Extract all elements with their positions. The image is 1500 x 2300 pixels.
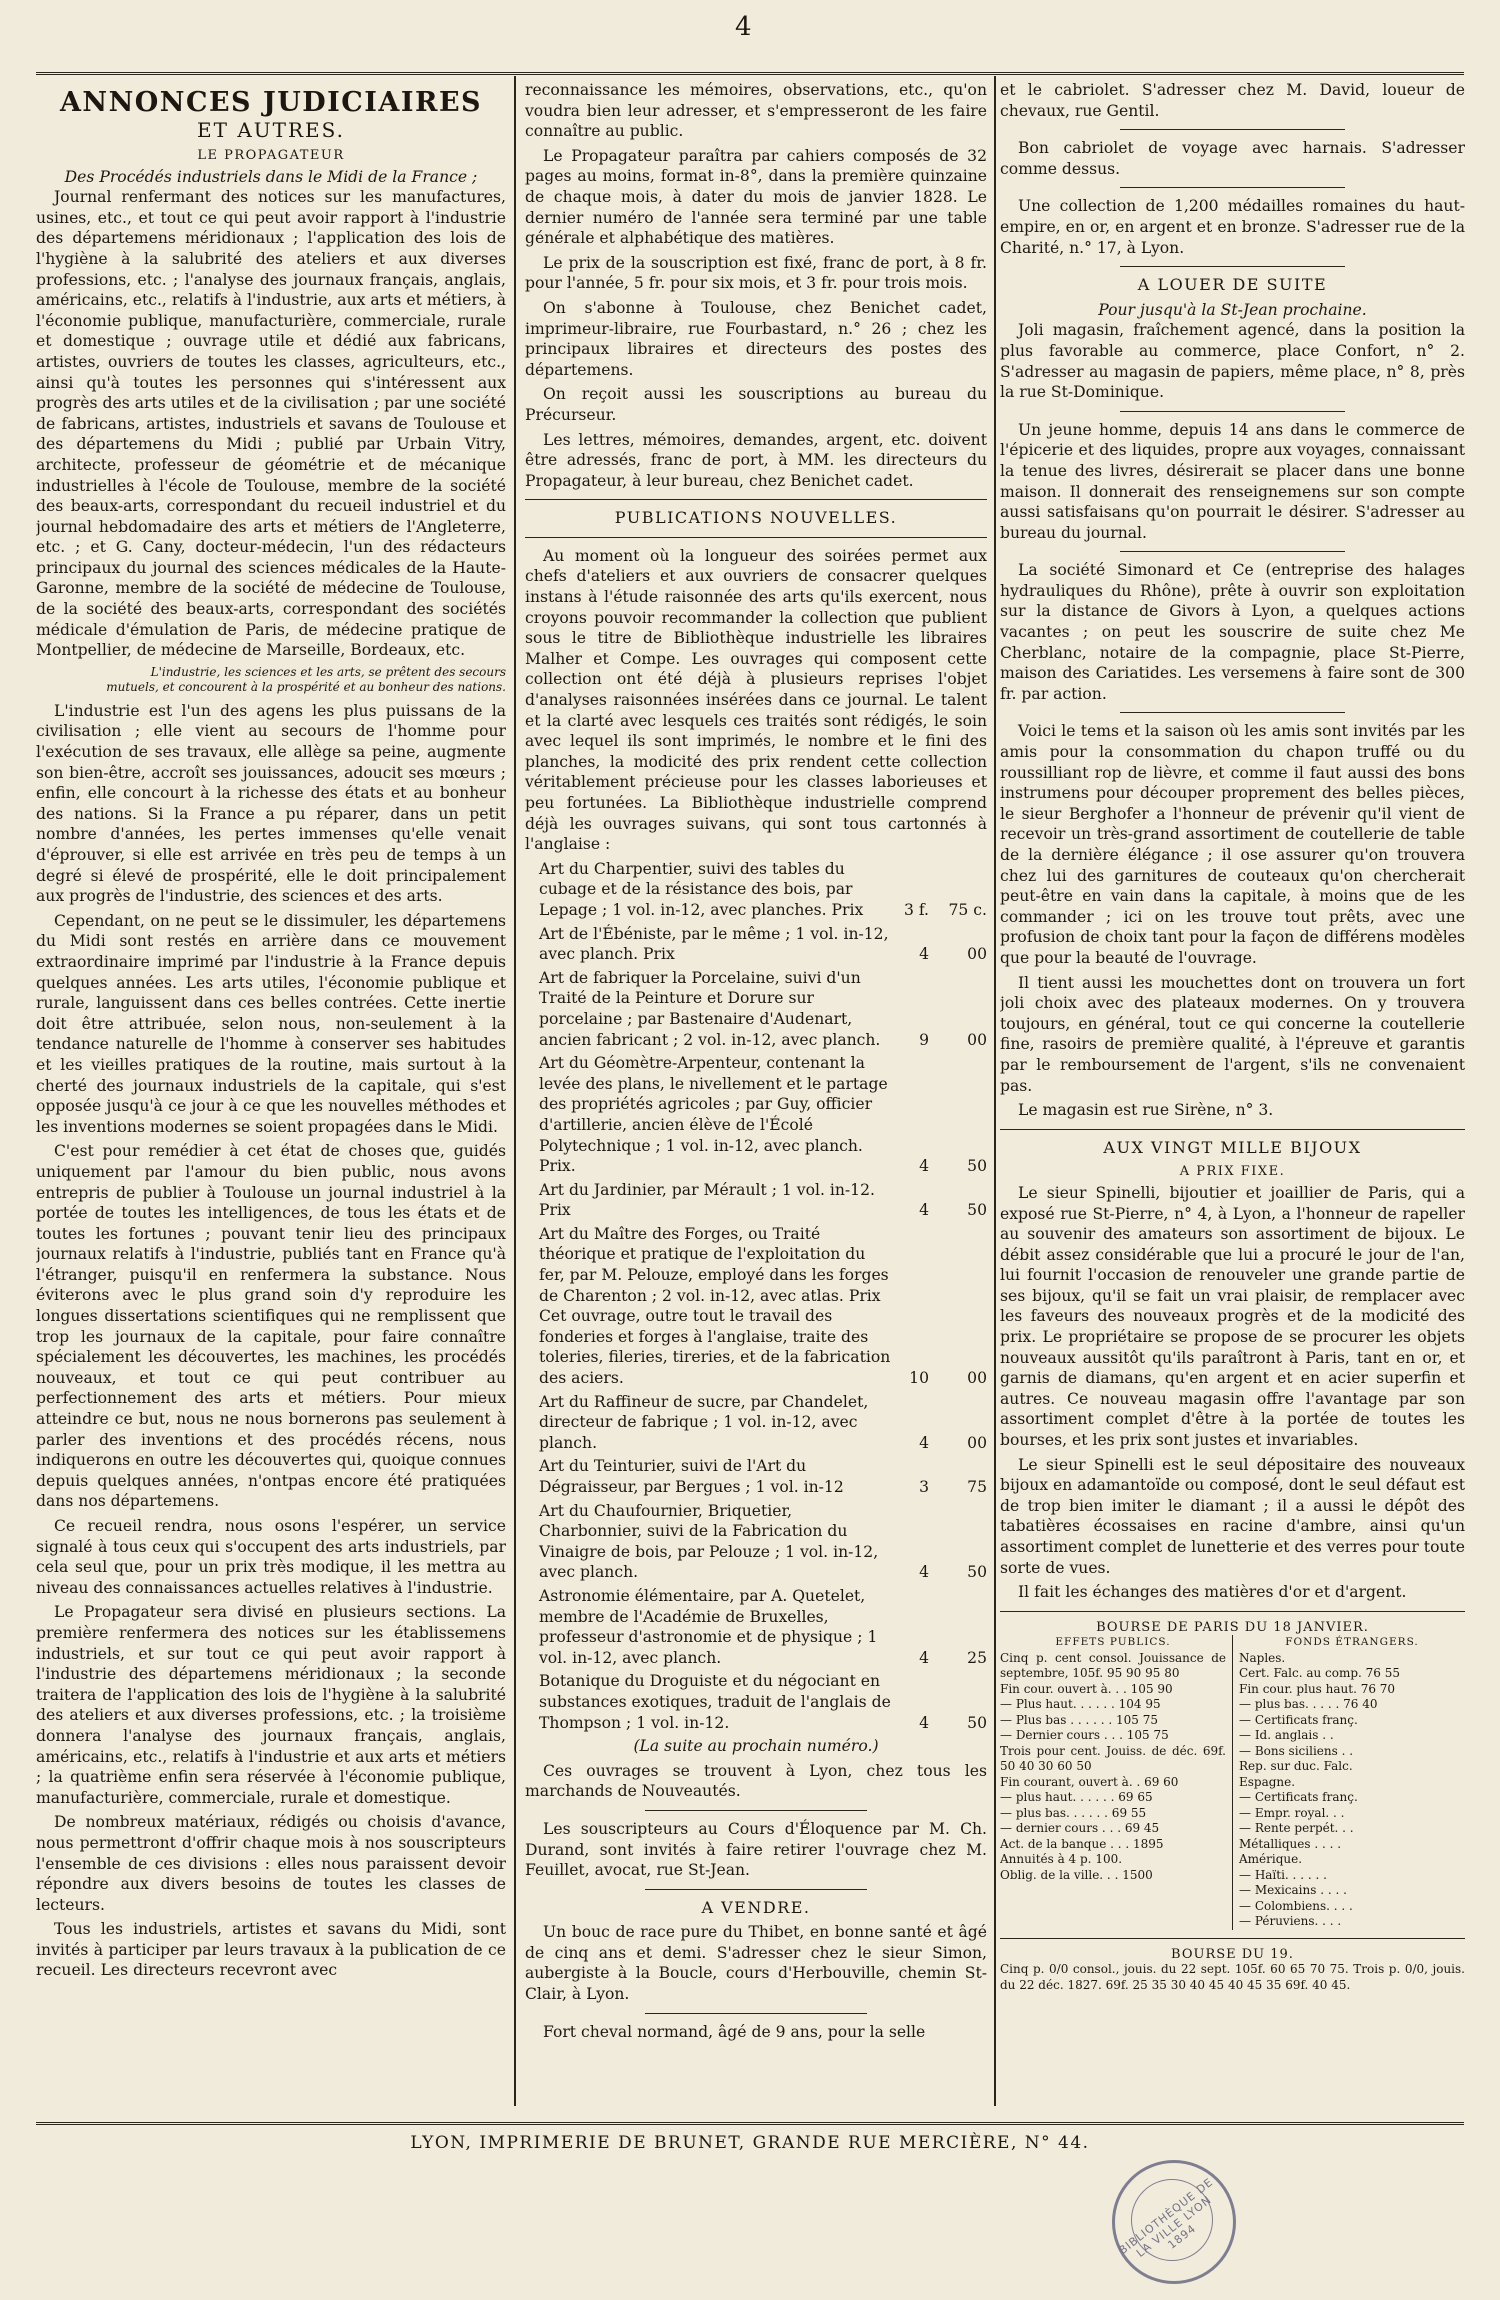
book-entry [525,924,987,965]
book-title: Art du Charpentier, suivi des tables du cubage et de la résistance des bois, par Lepage ; 1 vol. in-12, avec planches. Prix [539,859,864,919]
paragraph: Voici le tems et la saison où les amis sont invités par les amis pour la consommation du chapon truffé ou du roussilliant rop de lièvre, et comme il faut aussi des bons instrumens pour découper proprement des belles pièces, le sieur Berghofer a l'honneur de prévenir qu'il vient de recevoir un très-grand assortiment de coutellerie de table de la dernière élégance ; il ose assurer qu'on trouvera chez lui des garnitures de couteaux qu'on chercherait peut-être en vain dans la capitale, à moins que de les commander ; ici on les trouve tout prêts, avec une profusion de choix tant pour la façon de différens modèles que pour la beauté de l'ouvrage. [1000,722,1465,967]
bourse-line: Cinq p. cent consol. Jouissance de septembre, 105f. 95 90 95 80 [1000,1650,1226,1681]
top-rule [36,72,1464,75]
bourse-line: Trois pour cent. Jouiss. de déc. 69f. 50 40 30 60 50 [1000,1743,1226,1774]
divider [525,537,987,538]
bourse-line: Espagne. [1239,1774,1296,1789]
book-price-francs: 4 [919,1157,929,1176]
book-title: Art du Jardinier, par Mérault ; 1 vol. in-12. Prix [539,1180,875,1220]
column-divider [994,76,996,2106]
imprint: LYON, IMPRIMERIE DE BRUNET, GRANDE RUE MERCIÈRE, N° 44. [410,2133,1090,2153]
divider [1120,187,1345,188]
bourse-line: — plus bas. . . . . . 69 55 [1000,1805,1147,1820]
propagateur-intro: Journal renfermant des notices sur les manufactures, usines, etc., et tout ce qui peut avoir rapport à l'industrie des départemens méridionaux ; l'application des lois de l'hygiène à la salubrité des ateliers et aux diverses professions, etc. ; l'analyse des journaux français, anglais, américains, etc., relatifs à l'industrie, aux arts et métiers, à l'économie publique, manufacturière, commerciale, rurale et domestique ; ouvrage utile et dédié aux fabricans, artistes, ouvriers de toutes les classes, agriculteurs, etc., ainsi qu'à toutes les personnes qui s'intéressent aux progrès des arts utiles et de la civilisation ; par une société de fabricans, artistes, industriels et savans de Toulouse et des départemens du Midi ; publié par Urbain Vitry, architecte, professeur de géométrie et de mécanique industrielles à l'école de Toulouse, membre de la société des beaux-arts, correspondant du recueil industriel et du journal hebdomadaire des arts et métiers de l'Angleterre, etc. ; et G. Cany, docteur-médecin, l'un des rédacteurs principaux du journal des sciences médicales de la Haute-Garonne, membre de la société de médecine de Toulouse, de la société des beaux-arts, correspondant des sociétés médicale d'émulation de Paris, de médecine pratique de Montpellier, de médecine de Marseille, Bordeaux, etc. [36,188,506,660]
paragraph: C'est pour remédier à cet état de choses que, guidés uniquement par l'amour du bien public, nous avons entrepris de publier à Toulouse un journal industriel à la portée de toutes les intelligences, de tous les états et de toutes les fortunes ; pouvant tenir lieu des principaux journaux relatifs à l'industrie, publiés tant en France qu'à l'étranger, puisqu'il en renfermera la substance. Nous éviterons avec le plus grand soin d'y reproduire les longues dissertations scientifiques qui ne remplissent que trop les journaux de la capitale, pour faire connaître spécialement les découvertes, les machines, les procédés nouveaux, et tout ce qui peut contribuer au perfectionnement des arts et métiers. Pour mieux atteindre ce but, nous ne nous bornerons pas seulement à parler des inventions et des procédés récens, nous indiquerons en outre les découvertes qui, quoique connues depuis quelques années, n'ontpas encore été pratiquées dans nos départemens. [36,1142,506,1511]
paragraph: De nombreux matériaux, rédigés ou choisis d'avance, nous permettront d'offrir chaque mois à nos souscripteurs l'ensemble de ces divisions : elles nous paraissent devoir répondre aux divers besoins de toutes les classes de lecteurs. [36,1813,506,1914]
book-price-centimes: 50 [967,1201,987,1220]
bourse-line: — Id. anglais . . [1239,1728,1334,1743]
effets-list [1000,1651,1226,1884]
book-entry [525,1053,987,1177]
paragraph: Tous les industriels, artistes et savans du Midi, sont invités à participer par leurs travaux à la publication de ce recueil. Les directeurs recevront avec [36,1920,506,1980]
paragraph: Il tient aussi les mouchettes dont on trouvera un fort joli choix avec des plateaux modernes. On y trouvera toujours, en général, tout ce qui concerne la coutellerie fine, rasoirs de première qualité, à l'épreuve et garantis par le remboursement de l'argent, s'ils ne convenaient pas. [1000,973,1465,1095]
bourse-line: — Certificats franç. [1239,1712,1358,1727]
divider [1120,129,1345,130]
paragraph: Le prix de la souscription est fixé, franc de port, à 8 fr. pour l'année, 5 fr. pour six mois, et 3 fr. pour trois mois. [525,253,987,293]
book-price-centimes: 75 [967,1478,987,1496]
bourse-line: — Mexicains . . . . [1239,1883,1347,1898]
bourse-table [1000,1620,1465,1994]
book-price-centimes: 50 [967,1157,987,1176]
book-price-centimes: 00 [967,1030,987,1049]
paragraph: Le sieur Spinelli est le seul dépositaire des nouveaux bijoux en adamantoïde ou composé, dont le seul défaut est de trop bien imiter le diamant ; il a aussi le dépôt des tabatières écossaises en racine d'ambre, ainsi qu'un assortiment complet de lunetterie et des verres pour toute sorte de vues. [1000,1455,1465,1577]
bourse-line: Rep. sur duc. Falc. [1239,1759,1353,1774]
book-title: Art du Teinturier, suivi de l'Art du Dégraisseur, par Bergues ; 1 vol. in-12 [539,1457,844,1496]
propagateur-label: LE PROPAGATEUR [197,148,345,163]
bijoux-title: AUX VINGT MILLE BIJOUX [1103,1137,1362,1157]
book-price-centimes: 50 [967,1713,987,1732]
bourse-line: Fin cour. plus haut. 76 70 [1239,1681,1396,1696]
suite-note: (La suite au prochain numéro.) [633,1737,879,1756]
paragraph: Joli magasin, fraîchement agencé, dans la position la plus favorable au commerce, place Confort, n° 2. S'adresser au magasin de papiers, même place, n° 8, près la rue St-Dominique. [1000,321,1465,402]
divider [525,499,987,500]
divider [1000,1129,1465,1130]
paragraph: Fort cheval normand, âgé de 9 ans, pour la selle [543,2022,926,2041]
book-title: Art du Chaufournier, Briquetier, Charbonnier, suivi de la Fabrication du Vinaigre de bois, par Pelouze ; 1 vol. in-12, avec planch. [539,1501,879,1582]
paragraph: Le sieur Spinelli, bijoutier et joaillier de Paris, qui a exposé rue St-Pierre, n° 4, à Lyon, a l'honneur de rapeller au souvenir des amateurs son assortiment de bijoux. Le débit assez considérable que lui a procuré le jour de l'an, lui fournit l'occasion de renouveler une grande partie de ses bijoux, qu'il se fait un vrai plaisir, de remplacer avec les faveurs des nouveaux progrès et de la modicité des prix. Le propriétaire se propose de se procurer les objets nouveaux aussitôt qu'ils paraîtront à Paris, tant en or, et garnis de diamans, qu'en argent et en acier superfin et autres. Ce nouveau magasin offre l'avantage par son assortiment complet d'être à la portée de toutes les bourses, et les prix sont justes et invariables. [1000,1183,1465,1450]
fonds-list [1239,1651,1465,1930]
paragraph: Il fait les échanges des matières d'or et d'argent. [1018,1583,1407,1602]
divider [1120,712,1345,713]
paragraph: Le Propagateur sera divisé en plusieurs sections. La première renfermera des notices sur les établissemens industriels, et sur tout ce qui peut avoir rapport à l'industrie des départemens méridionaux ; la seconde traitera de l'application des lois de l'hygiène à la salubrité des ateliers et aux diverses professions, etc. ; la troisième donnera l'analyse des journaux français, anglais, américains, etc., relatifs à l'industrie et aux arts et métiers ; la quatrième enfin sera réservée à l'économie publique, manufacturière, commerciale, rurale et domestique. [36,1603,506,1807]
book-title: Art de l'Ébéniste, par le même ; 1 vol. in-12, avec planch. Prix [539,924,889,964]
fonds-header: FONDS ÉTRANGERS. [1285,1636,1419,1649]
divider [645,1889,867,1890]
book-price-francs: 3 [919,1478,929,1496]
bourse-line: — Dernier cours . . . 105 75 [1000,1728,1169,1743]
bourse19-title: BOURSE DU 19. [1171,1946,1294,1962]
section-title: ANNONCES JUDICIAIRES [59,87,483,118]
book-title: Astronomie élémentaire, par A. Quetelet, membre de l'Académie de Bruxelles, professeur d'astronomie et de physique ; 1 vol. in-12, avec planch. [539,1586,878,1667]
bourse-line: — plus bas. . . . . 76 40 [1239,1697,1378,1712]
divider [1000,1611,1465,1612]
effets-header: EFFETS PUBLICS. [1055,1636,1171,1649]
paragraph: Le magasin est rue Sirène, n° 3. [1018,1101,1274,1120]
divider [645,2013,867,2014]
book-price-centimes: 00 [967,1433,987,1452]
paragraph: Les lettres, mémoires, demandes, argent, etc. doivent être adressés, franc de port, à MM. les directeurs du Propagateur, à leur bureau, chez Benichet cadet. [525,430,987,490]
book-price-centimes: 00 [967,1369,987,1388]
column-1 [36,80,506,2100]
book-price-francs: 4 [919,1563,929,1582]
divider [1120,266,1345,267]
a-vendre-title: A VENDRE. [701,1897,811,1917]
bourse-line: — Empr. royal. . . [1239,1805,1345,1820]
book-price-francs: 3 f. [903,900,929,919]
a-louer-subtitle: Pour jusqu'à la St-Jean prochaine. [1098,300,1367,319]
motto: L'industrie, les sciences et les arts, se prêtent des secours mutuels, et concourent à la prospérité et au bonheur des nations. [106,664,506,694]
paragraph: reconnaissance les mémoires, observations, etc., qu'on voudra bien leur adresser, et s'empresseront de les faire connaître au public. [525,81,987,141]
publications-title: PUBLICATIONS NOUVELLES. [614,508,898,528]
bourse-line: Annuités à 4 p. 100. [1000,1852,1123,1867]
bourse-line: Oblig. de la ville. . . 1500 [1000,1867,1153,1882]
bijoux-subtitle: A PRIX FIXE. [1179,1164,1286,1180]
column-3 [1000,80,1465,2100]
book-price-francs: 4 [919,1713,929,1732]
bourse-line: Cert. Falc. au comp. 76 55 [1239,1666,1401,1681]
bourse-line: — dernier cours . . . 69 45 [1000,1821,1160,1836]
book-price-centimes: 50 [967,1563,987,1582]
bourse-line: — Haïti. . . . . . [1239,1867,1327,1882]
bourse-line: — Certificats franç. [1239,1790,1358,1805]
bourse-line: Métalliques . . . . [1239,1836,1342,1851]
book-entry [525,1501,987,1583]
bourse-title: BOURSE DE PARIS DU 18 JANVIER. [1096,1619,1369,1635]
bourse-line: Act. de la banque . . . 1895 [1000,1836,1164,1851]
bourse-line: Amérique. [1239,1852,1303,1867]
book-entry [525,1586,987,1668]
book-title: Art de fabriquer la Porcelaine, suivi d'un Traité de la Peinture et Dorure sur porcelaine ; par Bastenaire d'Audenart, ancien fabricant ; 2 vol. in-12, avec planch. [539,968,881,1049]
column-2 [525,80,987,2100]
stamp-text: BIBLIOTHÈQUE DE LA VILLE LYON 1894 [1116,2175,1216,2260]
bourse-line: — Rente perpét. . . [1239,1821,1354,1836]
paragraph: Un bouc de race pure du Thibet, en bonne santé et âgé de cinq ans et demi. S'adresser chez le sieur Simon, aubergiste à la Boucle, cours d'Herbouville, chemin St-Clair, à Lyon. [525,1923,987,2004]
paragraph: On reçoit aussi les souscriptions au bureau du Précurseur. [525,385,987,424]
divider [1120,411,1345,412]
column-divider [514,76,516,2106]
book-price-centimes: 75 c. [948,900,987,919]
book-price-francs: 9 [919,1030,929,1049]
book-price-francs: 4 [919,1648,929,1667]
paragraph: Un jeune homme, depuis 14 ans dans le commerce de l'épicerie et des liquides, propre aux voyages, connaissant la tenue des livres, désirerait se placer dans une bonne maison. Il donnerait des renseignemens sur son compte aussi satisfaisans qu'on pourrait le désirer. S'adresser au bureau du journal. [1000,420,1465,542]
section-subtitle: ET AUTRES. [197,118,345,142]
book-price-centimes: 00 [967,945,987,964]
book-entry [525,1392,987,1454]
paragraph: Ces ouvrages se trouvent à Lyon, chez tous les marchands de Nouveautés. [525,1761,987,1801]
divider [1120,551,1345,552]
book-entry [525,1671,987,1733]
paragraph: Ce recueil rendra, nous osons l'espérer, un service signalé à tous ceux qui s'occupent des arts industriels, par cela seul que, pour un prix très modique, il les mettra au niveau des connaissances actuelles relatives à l'industrie. [36,1517,506,1597]
bourse-line: Fin courant, ouvert à. . 69 60 [1000,1774,1179,1789]
publications-intro: Au moment où la longueur des soirées permet aux chefs d'ateliers et aux ouvriers de consacrer quelques instans à l'étude raisonnée des arts qu'ils exercent, nous croyons pouvoir recommander la collection que publient sous le titre de Bibliothèque industrielle les libraires Malher et Compe. Les ouvrages qui composent cette collection ont été déjà à plusieurs reprises l'objet d'analyses raisonnées insérées dans ce journal. Le talent et la clarté avec lesquels ces traités sont rédigés, le soin avec lequel ils sont imprimés, le nombre et le fini des planches, la modicité des prix rendent cette collection véritablement précieuse pour les classes laborieuses et peu fortunées. La Bibliothèque industrielle comprend déjà les ouvrages suivans, qui sont tous cartonnés à l'anglaise : [525,546,987,854]
book-list [525,859,987,1733]
paragraph: et le cabriolet. S'adresser chez M. David, loueur de chevaux, rue Gentil. [1000,81,1465,120]
divider [1000,1938,1465,1939]
bourse-line: Fin cour. ouvert à. . . 105 90 [1000,1681,1173,1696]
paragraph: Cependant, on ne peut se le dissimuler, les départemens du Midi sont restés en arrière dans ce mouvement extraordinaire imprimé par l'industrie à la France depuis quelques années. Les arts utiles, l'économie publique et rurale, languissent dans ces belles contrées. Cette inertie doit être attribuée, selon nous, non-seulement à la tendance naturelle de l'homme à conserver ses habitudes et les vieilles pratiques de la routine, mais surtout à la cherté des journaux industriels de la capitale, qui s'est opposée jusqu'à ce jour à ce que les nouvelles méthodes et les inventions modernes se soient propagées dans le Midi. [36,911,506,1136]
book-entry [525,1456,987,1497]
book-price-francs: 4 [919,1201,929,1220]
bourse-line: Naples. [1239,1650,1286,1665]
paragraph: La société Simonard et Ce (entreprise des halages hydrauliques du Rhône), prête à ouvrir son exploitation sur la distance de Givors à Lyon, a quelques actions vacantes ; on peut les souscrire de suite chez Me Cherblanc, notaire de la compagnie, place St-Pierre, maison des Cariatides. Les versemens à faire sont de 300 fr. par action. [1000,561,1465,703]
paragraph: Le Propagateur paraîtra par cahiers composés de 32 pages au moins, format in-8°, dans la première quinzaine de chaque mois, à dater du mois de janvier 1828. Le dernier numéro de l'année sera terminé par une table générale et alphabétique des matières. [525,146,987,248]
book-title: Art du Maître des Forges, ou Traité théorique et pratique de l'exploitation du fer, par M. Pelouze, employé dans les forges de Charenton ; 2 vol. in-12, avec atlas. Prix Cet ouvrage, outre tout le travail des fonderies et forges à l'anglaise, traite des toleries, fileries, tireries, et de la fabrication des aciers. [539,1224,891,1388]
bottom-rule [36,2122,1464,2125]
book-price-francs: 4 [919,945,929,964]
book-entry [525,968,987,1050]
book-price-francs: 10 [909,1369,929,1388]
bourse-line: — plus haut. . . . . . 69 65 [1000,1790,1153,1805]
a-louer-title: A LOUER DE SUITE [1137,275,1328,295]
library-stamp [1112,2160,1236,2284]
bourse-line: — Bons siciliens . . [1239,1743,1354,1758]
bourse-line: — Plus haut. . . . . . 104 95 [1000,1697,1161,1712]
paragraph: Une collection de 1,200 médailles romaines du haut-empire, en or, en argent et en bronze. S'adresser rue de la Charité, n.° 17, à Lyon. [1000,197,1465,257]
book-title: Art du Raffineur de sucre, par Chandelet, directeur de fabrique ; 1 vol. in-12, avec planch. [539,1392,869,1452]
book-entry [525,1224,987,1389]
book-title: Botanique du Droguiste et du négociant en substances exotiques, traduit de l'anglais de Thompson ; 1 vol. in-12. [539,1672,891,1732]
propagateur-subtitle: Des Procédés industriels dans le Midi de la France ; [64,167,478,186]
page-number: 4 [735,12,752,42]
paragraph: On s'abonne à Toulouse, chez Benichet cadet, imprimeur-libraire, rue Fourbastard, n.° 26 ; chez les principaux libraires et directeurs des postes des départemens. [525,298,987,379]
bourse-line: — Plus bas . . . . . . 105 75 [1000,1712,1158,1727]
book-price-centimes: 25 [967,1648,987,1667]
book-title: Art du Géomètre-Arpenteur, contenant la levée des plans, le nivellement et le partage des propriétés agricoles ; par Guy, officier d'artillerie, ancien élève de l'Écolé Polytechnique ; 1 vol. in-12, avec planch. Prix. [539,1054,888,1176]
bourse-line: — Péruviens. . . . [1239,1914,1342,1929]
bourse19-text: Cinq p. 0/0 consol., jouis. du 22 sept. 105f. 60 65 70 75. Trois p. 0/0, jouis. du 22 déc. 1827. 69f. 25 35 30 40 45 40 45 35 69f. 40 45. [1000,1962,1465,1992]
book-price-francs: 4 [919,1433,929,1452]
divider [645,1810,867,1811]
book-entry [525,1180,987,1221]
paragraph: L'industrie est l'un des agens les plus puissans de la civilisation ; elle vient au secours de l'homme pour l'exécution de ses travaux, elle allège sa peine, augmente son bien-être, accroît ses jouissances, adoucit ses mœurs ; enfin, elle concourt à la richesse des états et au bonheur des nations. Si la France a pu réparer, dans un petit nombre d'années, les pertes immenses qu'elle venait d'éprouver, si elle est arrivée en très peu de temps à un degré si élevé de prospérité, elle le doit principalement aux progrès de l'industrie, des sciences et des arts. [36,701,506,906]
paragraph: Bon cabriolet de voyage avec harnais. S'adresser comme dessus. [1000,139,1465,178]
paragraph: Les souscripteurs au Cours d'Éloquence par M. Ch. Durand, sont invités à faire retirer l'ouvrage chez M. Feuillet, avocat, rue St-Jean. [525,1819,987,1880]
bourse-line: — Colombiens. . . . [1239,1898,1353,1913]
book-entry [525,859,987,921]
